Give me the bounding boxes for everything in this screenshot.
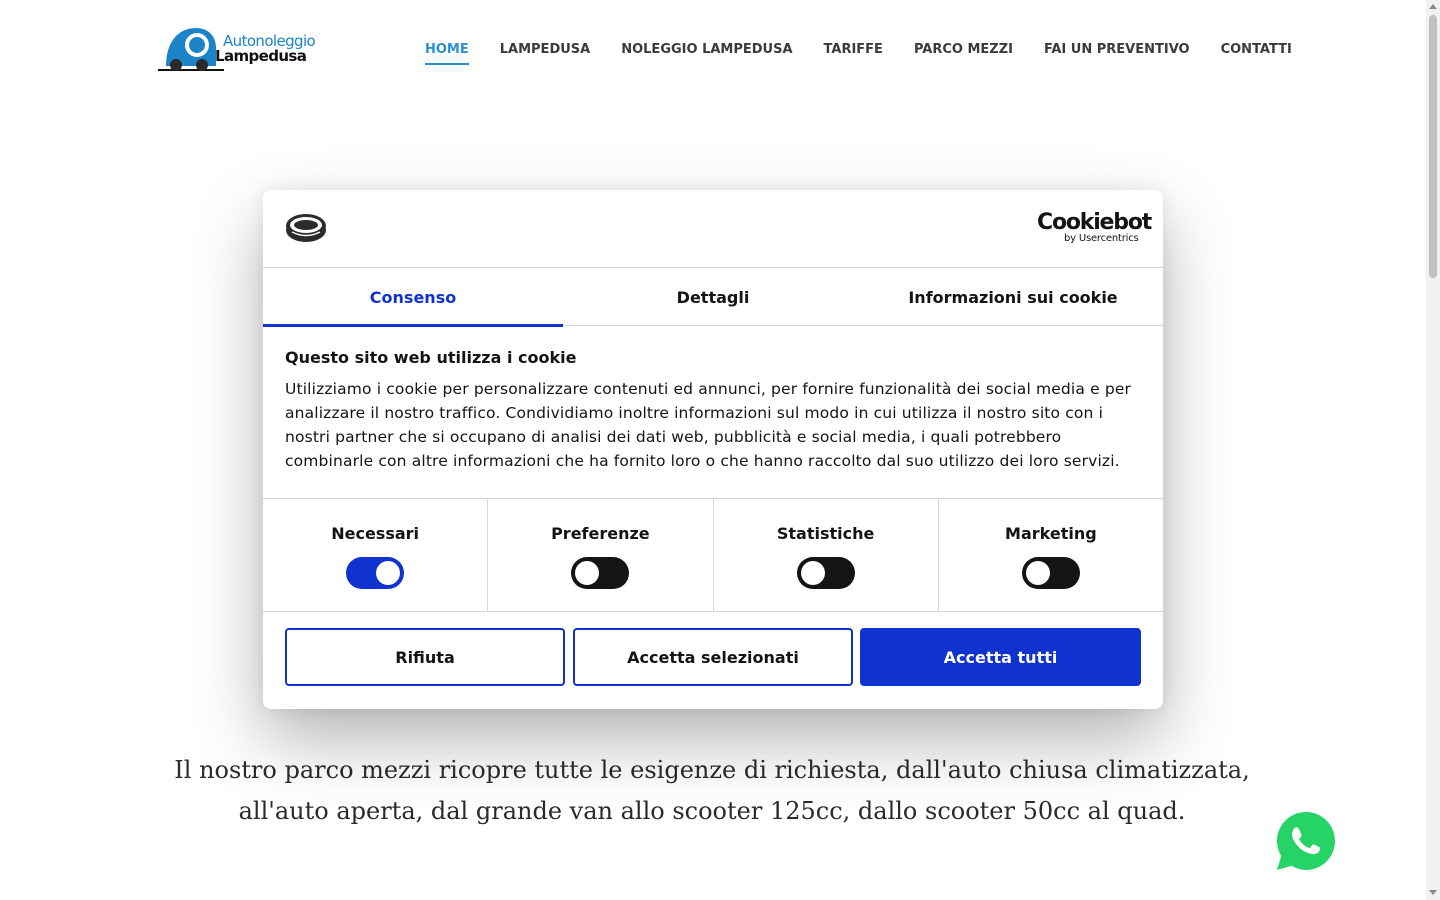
category-label: Preferenze xyxy=(551,524,650,543)
toggle-knob xyxy=(575,561,599,585)
cookie-icon xyxy=(285,212,327,244)
tab-dettagli[interactable]: Dettagli xyxy=(676,287,750,307)
nav-item-home[interactable]: HOME xyxy=(425,42,469,65)
site-logo[interactable] xyxy=(156,24,316,74)
accept-all-button[interactable]: Accetta tutti xyxy=(860,628,1141,686)
scroll-thumb[interactable] xyxy=(1429,15,1437,278)
page-scrollbar[interactable] xyxy=(1426,0,1440,900)
nav-item-contatti[interactable]: CONTATTI xyxy=(1220,42,1292,57)
site-header xyxy=(0,0,1426,100)
cookiebot-byline: by Usercentrics xyxy=(1064,233,1139,244)
scroll-up-icon[interactable] xyxy=(1429,4,1437,9)
cookiebot-logo[interactable]: Cookiebot xyxy=(1037,210,1152,235)
category-label: Statistiche xyxy=(776,524,875,543)
toggle-knob xyxy=(1026,561,1050,585)
nav-item-noleggio-lampedusa[interactable]: NOLEGGIO LAMPEDUSA xyxy=(621,42,793,57)
tab-informazioni-sui-cookie[interactable]: Informazioni sui cookie xyxy=(908,287,1118,307)
nav-item-tariffe[interactable]: TARIFFE xyxy=(823,42,883,57)
toggle-statistiche[interactable] xyxy=(797,557,855,589)
cookie-buttons xyxy=(285,628,1141,686)
category-preferenze xyxy=(488,499,713,611)
intro-text: Il nostro parco mezzi ricopre tutte le esigenze di richiesta, dall'auto chiusa climatizzata, all'auto aperta, dal grande van allo scooter 125cc, dallo scooter 50cc al quad. xyxy=(174,756,1250,825)
nav-item-lampedusa[interactable]: LAMPEDUSA xyxy=(499,42,591,57)
cookie-consent-dialog xyxy=(263,190,1163,709)
cookie-heading: Questo sito web utilizza i cookie xyxy=(285,348,577,367)
category-marketing xyxy=(939,499,1163,611)
toggle-preferenze[interactable] xyxy=(571,557,629,589)
logo-text-bottom: Lampedusa xyxy=(215,47,307,65)
cookie-dialog-header xyxy=(263,190,1163,268)
cookie-dialog-body xyxy=(285,348,1145,473)
category-necessari xyxy=(263,499,488,611)
cookie-description: Utilizziamo i cookie per personalizzare contenuti ed annunci, per fornire funzionalità dei social media e per analizzare il nostro traffico. Condividiamo inoltre informazioni sul modo in cui utilizza il nostro sito con i nostri partner che si occupano di analisi dei dati web, pubblicità e social media, i quali potrebbero combinarle con altre informazioni che ha fornito loro o che hanno raccolto dal suo utilizzo dei loro servizi. xyxy=(285,380,1132,470)
toggle-knob xyxy=(801,561,825,585)
nav-item-parco-mezzi[interactable]: PARCO MEZZI xyxy=(913,42,1013,57)
category-label: Marketing xyxy=(1005,524,1097,543)
category-statistiche xyxy=(714,499,939,611)
nav-item-fai-un-preventivo[interactable]: FAI UN PREVENTIVO xyxy=(1043,42,1190,57)
accept-selected-button[interactable]: Accetta selezionati xyxy=(573,628,853,686)
cookie-category-toggles xyxy=(263,498,1163,612)
tab-consenso[interactable]: Consenso xyxy=(263,268,563,326)
category-label: Necessari xyxy=(331,524,420,543)
reject-button[interactable]: Rifiuta xyxy=(285,628,565,686)
whatsapp-button[interactable] xyxy=(1275,810,1337,872)
cookie-tabs xyxy=(263,268,1163,326)
scroll-down-icon[interactable] xyxy=(1429,890,1437,895)
toggle-necessari[interactable] xyxy=(346,557,404,589)
logo-text-top: Autonoleggio xyxy=(223,32,316,50)
toggle-knob xyxy=(376,561,400,585)
whatsapp-icon xyxy=(1275,810,1337,872)
toggle-marketing[interactable] xyxy=(1022,557,1080,589)
main-nav xyxy=(425,42,1292,65)
